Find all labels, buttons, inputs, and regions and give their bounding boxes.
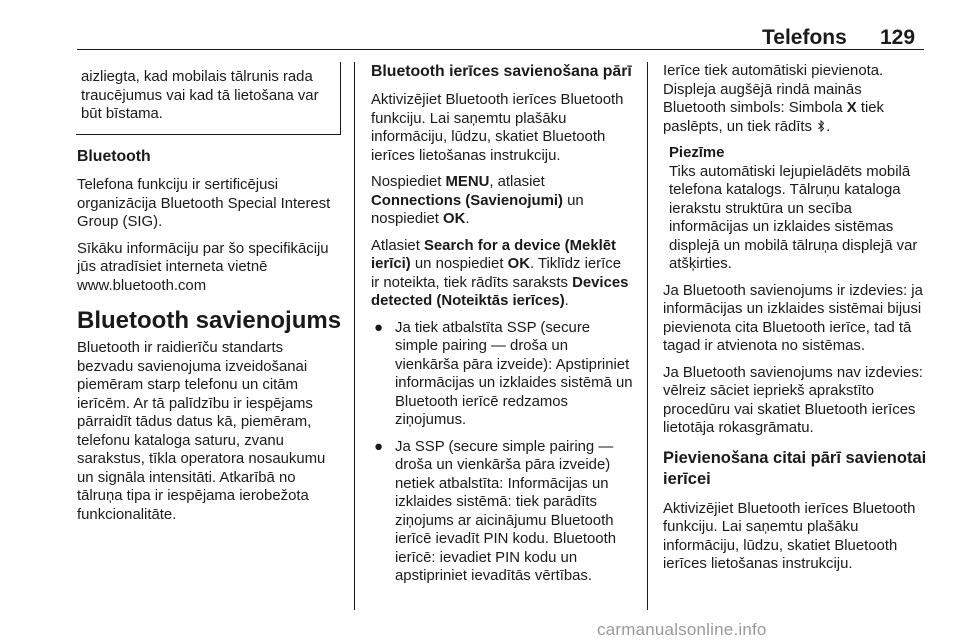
bullet-item-2 [371,438,633,586]
other-device-paragraph: Aktivizējiet Bluetooth ierīces Bluetooth funkciju. Lai saņemtu plašāku informāciju, lūdzu, skatiet Bluetooth ierīces lietošanas instrukciju. [663,500,916,572]
bluetooth-paragraph-1: Telefona funkciju ir sertificējusi organizācija Bluetooth Special Interest Group (SIG). [77,177,331,230]
bullet-text-2: Ja SSP (secure simple pairing — droša un vienkārša pāra izveide) netiek atbalstīta: Informācijas un izklaides sistēmā: tiek parādīts ziņojums ar aicinājumu Bluetooth ierīcē ievadīt PIN kodu. Bluetooth ierīcē: ievadiet PIN kodu un apstipriniet ievadītās vērtības. [395,438,617,584]
bullet-text-1: Ja tiek atbalstīta SSP (secure simple pairing — droša un vienkārša pāra izveide): Apstipriniet informācijas un izklaides sistēmā un Bluetooth ierīcē redzamos ziņojumus. [395,319,633,428]
menu-key: MENU [445,174,490,190]
failure-paragraph: Ja Bluetooth savienojums nav izdevies: vēlreiz sāciet iepriekš aprakstīto procedūru vai skatiet Bluetooth ierīces lietotāja rokasgrāmatu. [663,364,923,436]
ok-key: OK [443,211,466,227]
header-rule [77,49,924,50]
bluetooth-icon [816,120,826,132]
column-divider-1 [354,62,355,610]
pairing-paragraph-1: Aktivizējiet Bluetooth ierīces Bluetooth funkciju. Lai saņemtu plašāku informāciju, lūdzu, skatiet Bluetooth ierīces lietošanas instrukciju. [371,92,624,164]
auto-connect-paragraph: Ierīce tiek automātiski pievienota. Displeja augšējā rindā mainās Bluetooth simbols: Simbola X tiek paslēpts, un tiek rādīts . [663,63,884,135]
x-symbol: X [846,100,857,116]
column-3 [663,62,928,574]
success-paragraph: Ja Bluetooth savienojums ir izdevies: ja informācijas un izklaides sistēmai bijusi pievienota cita Bluetooth ierīce, tad tā tagad ir atvienota no sistēmas. [663,282,923,354]
note-heading: Piezīme [669,145,725,161]
pairing-heading: Bluetooth ierīces savienošana pārī [371,63,632,80]
devices-detected-list: Devices detected (Noteiktās ierīces) [371,274,629,309]
connection-heading: Bluetooth savienojums [77,307,342,334]
warning-box [76,62,341,135]
note-text: Tiks automātiski lejupielādēts mobilā telefona katalogs. Tālruņu kataloga ierakstu struktūra un secība informācijas un izklaides sistēmas displejā un mobilā tālruņa displejā var atšķirties. [669,163,918,272]
column-divider-2 [647,62,648,610]
connection-paragraph: Bluetooth ir raidierīču standarts bezvadu savienojuma izveidošanai piemēram starp telefonu un citām ierīcēm. Ar tā palīdzību ir iespējams pārraidīt tādus datus kā, piemēram, telefonu kataloga saturu, zvanu sarakstus, tīkla operatora nosaukumu un signāla intensitāti. Atkarībā no tālruņa tipa ir iespējama ierobežota funkcionalitāte. [77,340,326,523]
search-device-menu-item: Search for a device (Meklēt ierīci) [371,237,616,272]
page-header [0,0,960,50]
pairing-paragraph-3: Atlasiet Search for a device (Meklēt ierīci) un nospiediet OK. Tiklīdz ierīce ir noteikta, tiek rādīts saraksts Devices detected (Noteiktās ierīces). [371,237,629,309]
bluetooth-heading: Bluetooth [77,148,151,165]
bullet-icon: ● [374,438,383,455]
other-device-heading: Pievienošana citai pārī savienotai ierīcei [663,448,927,488]
connections-menu-item: Connections (Savienojumi) [371,192,563,209]
ok-key: OK [507,256,530,272]
page-number: 129 [880,26,916,49]
column-2 [371,62,633,586]
warning-text: aizliegta, kad mobilais tālrunis rada traucējumus vai kad tā lietošana var būt bīstama. [81,69,319,122]
page-section-title: Telefons [762,26,847,49]
watermark: carmanualsonline.info [597,620,767,639]
bullet-icon: ● [374,319,383,336]
bluetooth-paragraph-2: Sīkāku informāciju par šo specifikāciju jūs atradīsiet interneta vietnē www.bluetooth.com [77,240,329,294]
bullet-item-1 [371,319,633,430]
note-block [663,144,928,274]
pairing-paragraph-2: Nospiediet MENU, atlasiet Connections (Savienojumi) un nospiediet OK. [371,174,584,227]
